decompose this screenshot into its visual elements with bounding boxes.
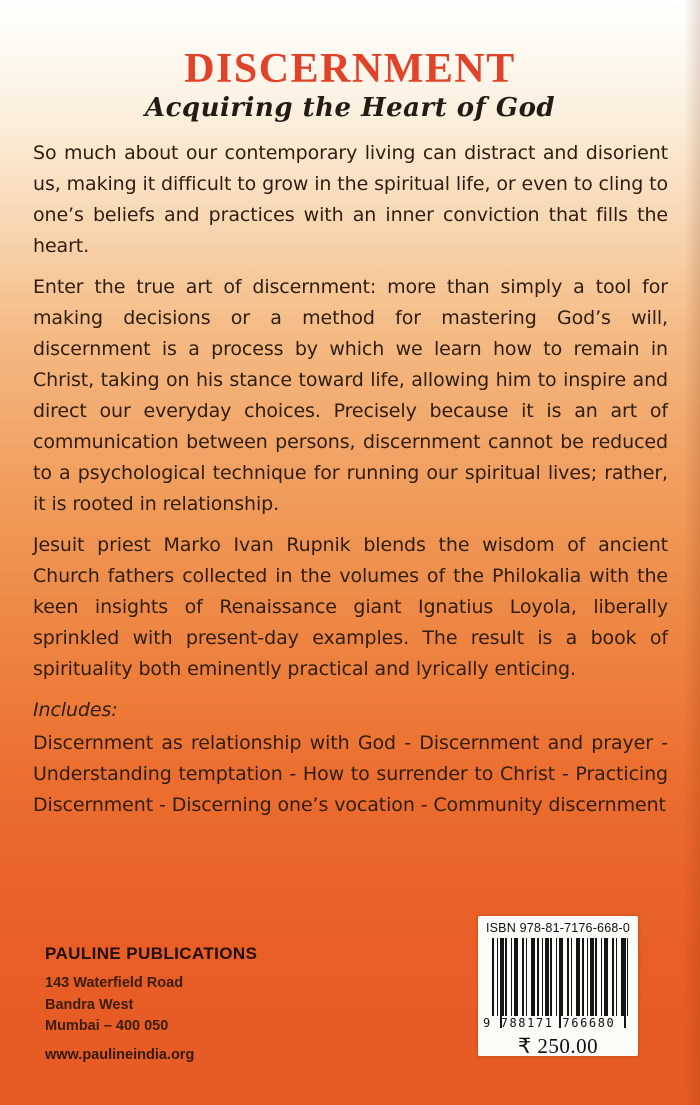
blurb-paragraph-1: So much about our contemporary living can distract and disorient us, making it difficult to grow in the spiritual life, or even to cling to one’s beliefs and practices with an inner conviction that fills the heart. <box>33 142 668 257</box>
blurb-paragraph-2: Enter the true art of discernment: more than simply a tool for making decisions or a method for mastering God’s will, discernment is a process by which we learn how to remain in Christ, taking on his stance toward life, allowing him to inspire and direct our everyday choices. Precisely because it is an art of communication between persons, discernment cannot be reduced to a psychological technique for running our spiritual lives; rather, it is rooted in relationship. <box>33 276 668 515</box>
publisher-address-line-1: 143 Waterfield Road <box>45 975 184 991</box>
cover-header <box>0 0 700 123</box>
publisher-address-line-2: Bandra West <box>45 996 134 1013</box>
barcode-guard-bar <box>500 938 502 1028</box>
publisher-name: PAULINE PUBLICATIONS <box>45 944 258 963</box>
book-title: DISCERNMENT <box>184 46 516 92</box>
back-cover-blurb <box>0 138 700 821</box>
publisher-block <box>45 944 257 1063</box>
price-text: ₹ 250.00 <box>517 1034 599 1058</box>
barcode-guard-bar <box>559 938 561 1028</box>
book-subtitle: Acquiring the Heart of God <box>144 93 556 123</box>
barcode-number: 9 788171 766680 <box>483 1016 616 1030</box>
isbn-barcode-label <box>478 916 638 1056</box>
blurb-paragraph-3: Jesuit priest Marko Ivan Rupnik blends the wisdom of ancient Church fathers collected in the volumes of the Philokalia with the keen insights of Renaissance giant Ignatius Loyola, liberally sprinkled with present-day examples. The result is a book of spirituality both eminently practical and lyrically enticing. <box>33 534 668 680</box>
includes-list: Discernment as relationship with God - Discernment and prayer - Understanding temptation - How to surrender to Christ - Practicing Discernment - Discerning one’s vocation - Community discernment <box>33 732 668 816</box>
publisher-address-line-3: Mumbai – 400 050 <box>45 1018 169 1034</box>
includes-label: Includes: <box>33 699 118 721</box>
isbn-text: ISBN 978-81-7176-668-0 <box>485 921 631 935</box>
barcode-guard-bar <box>624 938 626 1028</box>
publisher-website: www.paulineindia.org <box>45 1046 195 1063</box>
barcode-bars <box>492 938 628 1016</box>
